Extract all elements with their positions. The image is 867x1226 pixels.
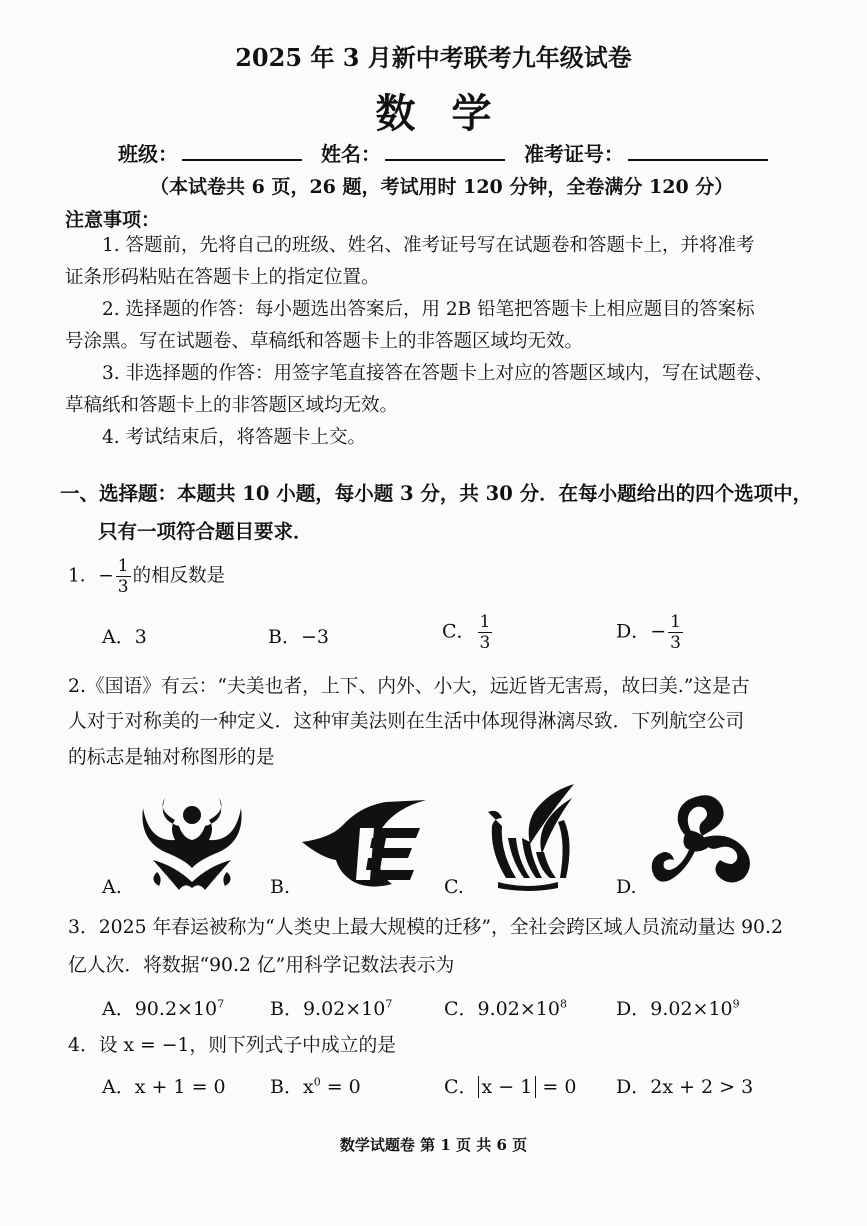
name-blank[interactable] xyxy=(385,141,505,161)
question-3-line-1: 3．2025 年春运被称为“人类史上最大规模的迁移”，全社会跨区域人员流动量达 90.2 xyxy=(68,917,783,938)
q4-b-post: = 0 xyxy=(320,1076,361,1098)
q1-c-fraction xyxy=(478,612,493,653)
q4-option-c[interactable] xyxy=(444,1072,576,1099)
q1-frac-num: 1 xyxy=(117,556,129,576)
q2-option-b[interactable]: B. xyxy=(270,876,291,898)
q4-b-exp: 0 xyxy=(313,1075,321,1089)
question-2-line-2: 人对于对称美的一种定义．这种审美法则在生活中体现得淋漓尽致．下列航空公司 xyxy=(68,711,745,732)
logo-a-icon xyxy=(135,790,250,895)
logo-b-icon xyxy=(300,798,430,896)
q1-c-den: 3 xyxy=(479,633,491,653)
q1-option-b[interactable]: B．−3 xyxy=(268,626,329,648)
q4-option-d[interactable]: D．2x + 2 > 3 xyxy=(616,1076,754,1098)
q1-c-num: 1 xyxy=(479,612,491,632)
page-footer: 数学试题卷 第 1 页 共 6 页 xyxy=(339,1136,528,1154)
student-info-fields xyxy=(118,138,780,167)
q4-c-label: C． xyxy=(444,1076,478,1098)
q3-option-b[interactable] xyxy=(270,994,392,1021)
q1-d-fraction xyxy=(668,612,683,653)
q3-b-base: B．9.02×10 xyxy=(270,998,386,1020)
q3-c-base: C．9.02×10 xyxy=(444,998,560,1020)
q3-option-a[interactable] xyxy=(102,994,224,1021)
logo-c-icon xyxy=(478,782,578,894)
q1-fraction xyxy=(116,556,131,597)
q1-text: 的相反数是 xyxy=(132,565,226,587)
q3-a-base: A．90.2×10 xyxy=(102,998,218,1020)
q1-d-den: 3 xyxy=(670,633,681,653)
name-label: 姓名： xyxy=(320,142,381,166)
q1-frac-den: 3 xyxy=(117,577,129,597)
notes-title: 注意事项： xyxy=(65,209,161,231)
q3-b-exp: 7 xyxy=(385,997,393,1011)
q2-option-a[interactable]: A. xyxy=(102,876,122,898)
section-heading-line-2: 只有一项符合题目要求． xyxy=(98,520,313,543)
q4-c-post: = 0 xyxy=(536,1076,577,1098)
id-blank[interactable] xyxy=(628,141,768,161)
exam-title: 2025 年 3 月新中考联考九年级试卷 xyxy=(235,43,632,72)
note-line-5: 3. 非选择题的作答：用签字笔直接答在答题卡上对应的答题区域内，写在试题卷、 xyxy=(102,363,774,384)
note-line-6: 草稿纸和答题卡上的非答题区域均无效。 xyxy=(65,395,399,416)
section-heading-line-1: 一、选择题：本题共 10 小题，每小题 3 分，共 30 分．在每小题给出的四个选项中， xyxy=(60,482,813,505)
q3-d-base: D．9.02×10 xyxy=(616,998,733,1020)
q1-c-label: C． xyxy=(442,620,476,643)
q4-c-absolute: x − 1 xyxy=(478,1076,537,1098)
q1-option-d[interactable] xyxy=(616,612,685,653)
id-label: 准考证号： xyxy=(523,142,624,166)
q2-option-c[interactable]: C. xyxy=(444,876,464,898)
logo-d-icon xyxy=(648,790,758,894)
question-1-stem xyxy=(68,556,225,597)
q1-number: 1． xyxy=(68,565,99,587)
note-line-7: 4. 考试结束后，将答题卡上交。 xyxy=(102,427,367,448)
class-blank[interactable] xyxy=(182,141,302,161)
note-line-4: 号涂黑。写在试题卷、草稿纸和答题卡上的非答题区域均无效。 xyxy=(65,331,584,352)
q1-option-a[interactable]: A．3 xyxy=(102,626,147,648)
q1-option-c[interactable] xyxy=(442,612,494,653)
question-4-stem: 4．设 x = −1，则下列式子中成立的是 xyxy=(68,1035,397,1056)
note-line-2: 证条形码粘贴在答题卡上的指定位置。 xyxy=(65,267,380,288)
q4-option-a[interactable]: A．x + 1 = 0 xyxy=(102,1076,226,1098)
note-line-3: 2. 选择题的作答：每小题选出答案后，用 2B 铅笔把答题卡上相应题目的答案标 xyxy=(102,299,755,320)
q3-c-exp: 8 xyxy=(559,997,567,1011)
question-2-line-1: 2.《国语》有云：“夫美也者，上下、内外、小大，远近皆无害焉，故曰美.”这是古 xyxy=(68,676,750,697)
q3-option-c[interactable] xyxy=(444,994,567,1021)
q3-d-exp: 9 xyxy=(732,997,740,1011)
q1-d-label: D．− xyxy=(616,620,667,643)
note-line-1: 1. 答题前，先将自己的班级、姓名、准考证号写在试题卷和答题卡上，并将准考 xyxy=(102,235,755,256)
exam-scope: （本试卷共 6 页，26 题，考试用时 120 分钟，全卷满分 120 分） xyxy=(150,176,734,198)
question-2-line-3: 的标志是轴对称图形的是 xyxy=(68,747,275,768)
question-3-line-2: 亿人次．将数据“90.2 亿”用科学记数法表示为 xyxy=(68,955,455,976)
q1-d-num: 1 xyxy=(670,612,681,632)
q3-option-d[interactable] xyxy=(616,994,740,1021)
q1-sign: − xyxy=(98,565,114,587)
q3-a-exp: 7 xyxy=(217,997,225,1011)
q2-option-d[interactable]: D. xyxy=(616,876,637,898)
subject-title: 数学 xyxy=(375,90,528,137)
q4-option-b[interactable] xyxy=(270,1072,361,1099)
class-label: 班级： xyxy=(118,142,178,166)
q4-b-pre: B．x xyxy=(270,1076,314,1098)
